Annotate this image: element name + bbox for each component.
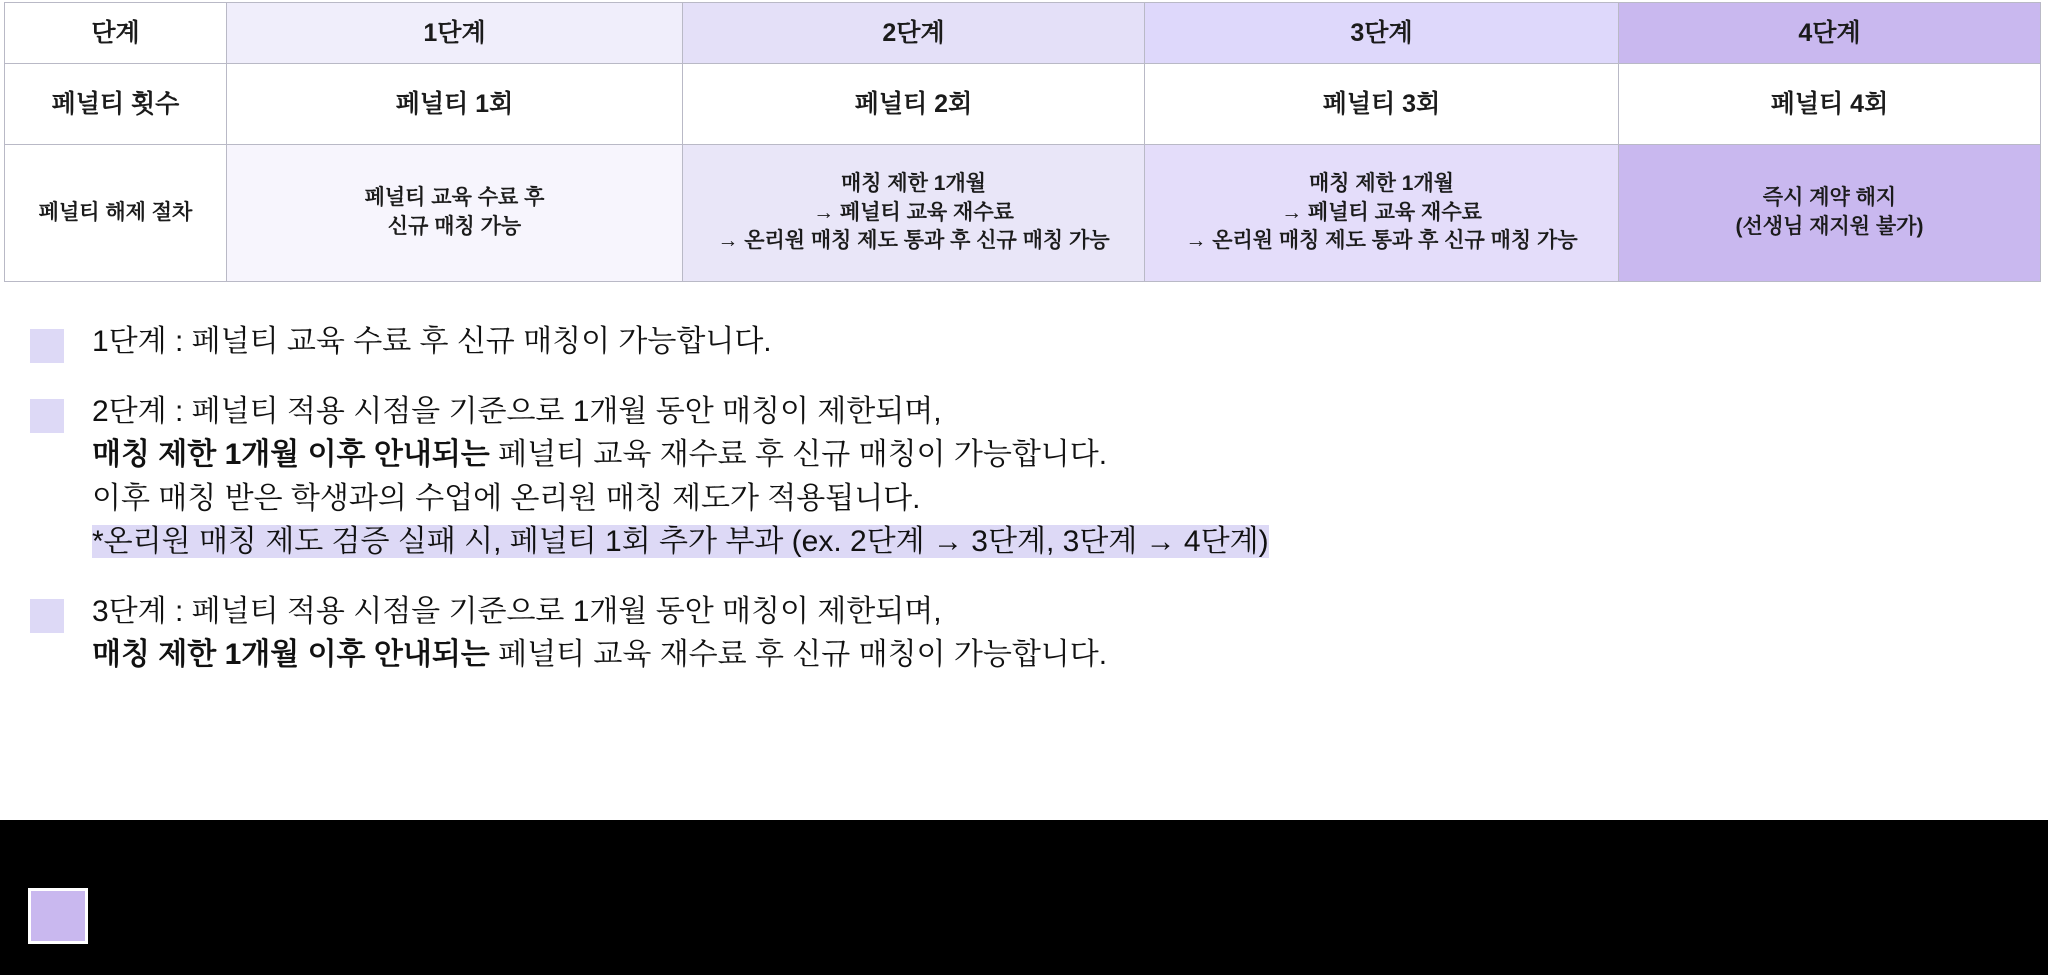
note-bold-segment: 매칭 제한 1개월 이후 안내되는 [92, 438, 490, 471]
table-header-cell-2: 2단계 [683, 3, 1145, 64]
cell-line: 페널티 교육 수료 후 [364, 186, 545, 210]
note-line [92, 433, 2048, 477]
table-header-cell-0: 단계 [5, 3, 227, 64]
cell-line: → 온리원 매칭 제도 통과 후 신규 매칭 가능 [1185, 229, 1578, 253]
cell-line: → 페널티 교육 재수료 [813, 200, 1014, 224]
note-rest-segment: 페널티 교육 재수료 후 신규 매칭이 가능합니다. [489, 438, 1108, 471]
penalty-table [4, 2, 2041, 282]
cell-line: → 페널티 교육 재수료 [1281, 200, 1482, 224]
cell-penalty-release-3 [1145, 145, 1619, 282]
note-line: 1단계 : 페널티 교육 수료 후 신규 매칭이 가능합니다. [92, 325, 772, 358]
cell-line: (선생님 재지원 불가) [1735, 215, 1924, 238]
cell-penalty-count-3: 페널티 3회 [1145, 64, 1619, 145]
table-header-cell-1: 1단계 [227, 3, 683, 64]
cell-line: → 온리원 매칭 제도 통과 후 신규 매칭 가능 [717, 229, 1110, 253]
list-item [0, 590, 2048, 677]
cell-penalty-count-4: 페널티 4회 [1619, 64, 2041, 145]
cell-penalty-release-1 [227, 145, 683, 282]
notes-list [0, 320, 2048, 677]
note-line-highlighted [92, 520, 2048, 564]
table-header-cell-4: 4단계 [1619, 3, 2041, 64]
row-label-penalty-count: 페널티 횟수 [5, 64, 227, 145]
bullet-square-icon [30, 599, 64, 633]
table-row [5, 145, 2041, 282]
table-row [5, 64, 2041, 145]
penalty-table-wrapper [4, 2, 2044, 282]
cell-penalty-release-2 [683, 145, 1145, 282]
bullet-square-icon [30, 399, 64, 433]
note-bold-segment: 매칭 제한 1개월 이후 안내되는 [92, 638, 490, 671]
note-rest-segment: 페널티 교육 재수료 후 신규 매칭이 가능합니다. [489, 638, 1108, 671]
color-swatch [28, 888, 88, 944]
note-highlight-text: *온리원 매칭 제도 검증 실패 시, 페널티 1회 추가 부과 (ex. 2단계 → 3단계, 3단계 → 4단계) [92, 525, 1269, 558]
cell-line: 매칭 제한 1개월 [840, 171, 987, 195]
table-header-row [5, 3, 2041, 64]
list-item [0, 320, 2048, 364]
cell-line: 신규 매칭 가능 [387, 215, 522, 238]
cell-penalty-count-2: 페널티 2회 [683, 64, 1145, 145]
note-line [92, 633, 2048, 677]
cell-line: 즉시 계약 해지 [1762, 186, 1897, 210]
cell-penalty-release-4 [1619, 145, 2041, 282]
row-label-penalty-release: 페널티 해제 절차 [5, 145, 227, 282]
bullet-square-icon [30, 329, 64, 363]
note-line: 이후 매칭 받은 학생과의 수업에 온리원 매칭 제도가 적용됩니다. [92, 481, 921, 515]
note-line: 2단계 : 페널티 적용 시점을 기준으로 1개월 동안 매칭이 제한되며, [92, 394, 942, 428]
list-item [0, 390, 2048, 564]
cell-line: 매칭 제한 1개월 [1308, 171, 1455, 195]
bottom-bar [0, 820, 2048, 975]
table-header-cell-3: 3단계 [1145, 3, 1619, 64]
cell-penalty-count-1: 페널티 1회 [227, 64, 683, 145]
note-line: 3단계 : 페널티 적용 시점을 기준으로 1개월 동안 매칭이 제한되며, [92, 594, 942, 628]
